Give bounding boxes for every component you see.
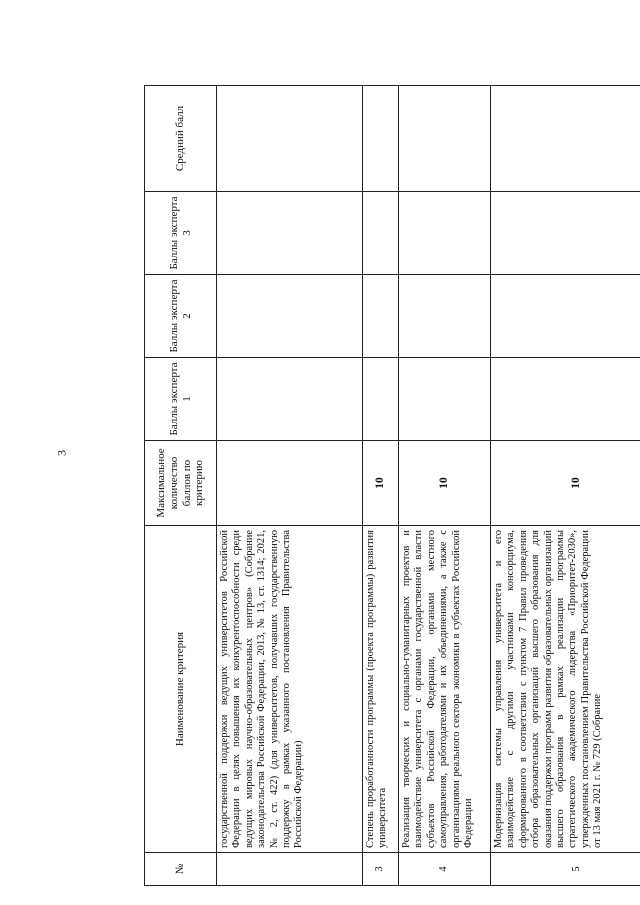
row-number [217,853,363,886]
header-expert-3: Баллы эксперта 3 [145,192,217,275]
header-criterion: Наименование критерия [145,526,217,853]
expert-1-score [363,358,399,441]
criteria-table [144,85,640,886]
table-header-row [145,86,217,886]
max-score [217,441,363,526]
max-score: 10 [399,441,491,526]
criterion-text: государственной поддержки ведущих университетов Российской Федерации в целях повышения их конкурентоспособности среди ведущих мировых научно-образовательных центров» (Собрание законодательства Российской Федерации, 2013, № 13, ст. 1314; 2021, № 2, ст. 422) (для университетов, получавших государственную поддержку в рамках указанного постановления Правительства Российской Федерации) [217,526,363,853]
average-score [399,86,491,192]
expert-1-score [217,358,363,441]
expert-3-score [217,192,363,275]
expert-3-score [399,192,491,275]
expert-2-score [363,275,399,358]
expert-2-score [217,275,363,358]
expert-1-score [491,358,640,441]
header-average-score: Средний балл [145,86,217,192]
max-score: 10 [363,441,399,526]
criteria-table-container [144,86,640,886]
header-number: № [145,853,217,886]
table-row [399,86,491,886]
table-row [491,86,640,886]
page-number: 3 [54,450,69,456]
expert-1-score [399,358,491,441]
expert-2-score [491,275,640,358]
header-expert-2: Баллы эксперта 2 [145,275,217,358]
criterion-text: Реализация творческих и социально-гуманитарных проектов и взаимодействие университета с органами государственной власти субъектов Российской Федерации, органами местного самоуправления, работодателями и их объединениями, а также с организациями реального сектора экономики в субъектах Российской Федерации [399,526,491,853]
average-score [217,86,363,192]
max-score: 10 [491,441,640,526]
header-expert-1: Баллы эксперта 1 [145,358,217,441]
table-row [363,86,399,886]
criterion-text: Модернизация системы управления университета и его взаимодействие с другими участниками консорциума, сформированного в соответствии с пунктом 7 Правил проведения отбора образовательных организаций высшего образования для оказания поддержки программ развития образовательных организаций высшего образования в рамках реализации программы стратегического академического лидерства «Приоритет-2030», утвержденных постановлением Правительства Российской Федерации от 13 мая 2021 г. № 729 (Собрание [491,526,640,853]
row-number: 5 [491,853,640,886]
average-score [363,86,399,192]
table-row [217,86,363,886]
criterion-text: Степень проработанности программы (проекта программы) развития университета [363,526,399,853]
expert-3-score [363,192,399,275]
average-score [491,86,640,192]
header-max-score: Максимальное количество баллов по критерию [145,441,217,526]
row-number: 3 [363,853,399,886]
row-number: 4 [399,853,491,886]
expert-3-score [491,192,640,275]
expert-2-score [399,275,491,358]
